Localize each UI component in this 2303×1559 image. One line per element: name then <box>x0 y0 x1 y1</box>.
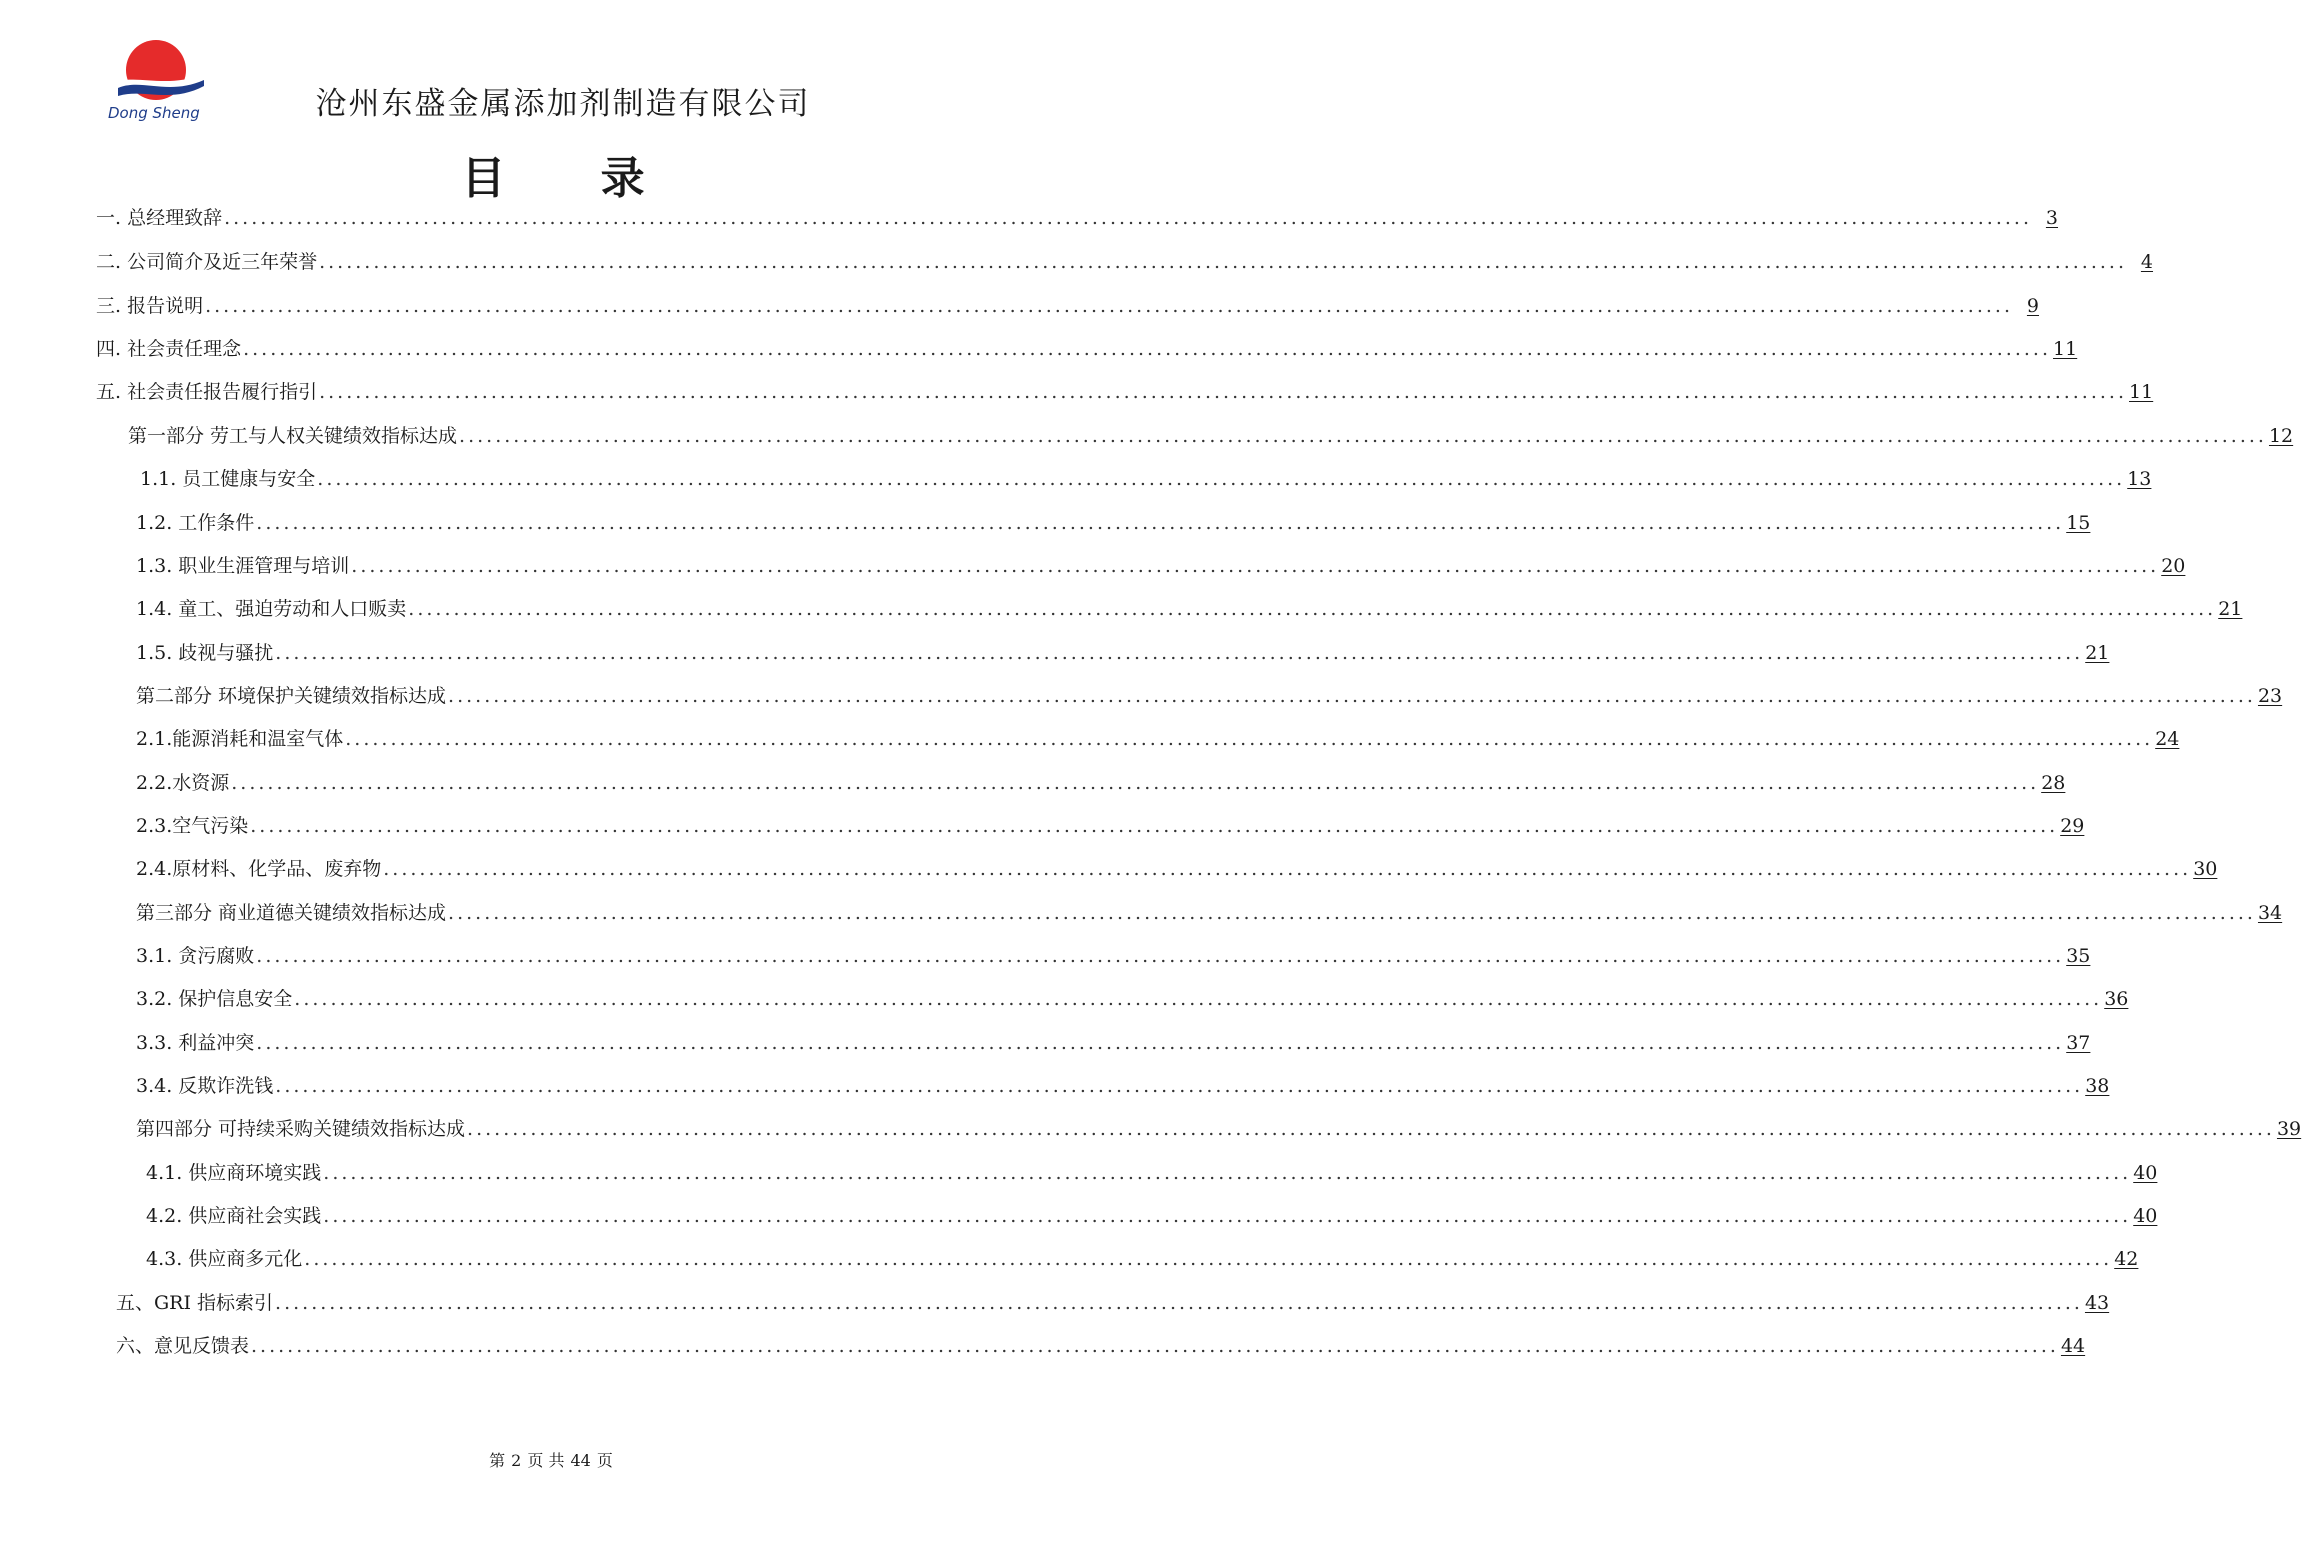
toc-entry[interactable] <box>136 854 2218 884</box>
toc-dot-leader: ........................................................................................................................................................................................................ <box>317 468 2126 490</box>
toc-entry[interactable] <box>136 768 2066 798</box>
toc-entry-page-link[interactable]: 23 <box>2257 685 2283 707</box>
toc-entry[interactable] <box>136 551 2186 581</box>
toc-entry[interactable] <box>116 1331 2086 1361</box>
toc-entry-page-link[interactable]: 4 <box>2140 251 2154 273</box>
toc-entry-page-link[interactable]: 40 <box>2133 1205 2158 1227</box>
toc-dot-leader: ........................................................................................................................................................................................................ <box>275 1292 2083 1314</box>
toc-entry-label: 2.1.能源消耗和温室气体 <box>136 728 344 750</box>
toc-entry[interactable] <box>140 464 2152 494</box>
toc-entry[interactable] <box>96 334 2078 364</box>
toc-entry-page-link[interactable]: 12 <box>2268 425 2294 447</box>
toc-entry-label: 五. 社会责任报告履行指引 <box>96 381 318 403</box>
toc-entry[interactable] <box>136 811 2085 841</box>
toc-entry-page-link[interactable]: 39 <box>2276 1118 2302 1140</box>
toc-entry[interactable] <box>96 377 2154 407</box>
toc-entry-label: 五、GRI 指标索引 <box>116 1292 274 1314</box>
toc-dot-leader: ........................................................................................................................................................................................................ <box>294 988 2103 1010</box>
toc-entry-label: 3.2. 保护信息安全 <box>136 988 293 1010</box>
toc-entry[interactable] <box>96 247 2154 277</box>
toc-entry[interactable] <box>136 1071 2110 1101</box>
toc-entry-page-link[interactable]: 13 <box>2127 468 2152 490</box>
toc-dot-leader: ........................................................................................................................................................................................................ <box>224 207 2033 229</box>
toc-entry-label: 第一部分 劳工与人权关键绩效指标达成 <box>128 425 458 447</box>
toc-entry[interactable] <box>136 1114 2302 1144</box>
footer-suffix: 页 <box>596 1451 613 1470</box>
toc-entry-label: 1.2. 工作条件 <box>136 512 255 534</box>
toc-entry[interactable] <box>136 984 2129 1014</box>
footer-middle: 页 共 <box>527 1451 565 1470</box>
toc-entry[interactable] <box>136 508 2091 538</box>
toc-entry-page-link[interactable]: 11 <box>2129 381 2154 403</box>
toc-entry[interactable] <box>96 291 2040 321</box>
toc-dot-leader: ........................................................................................................................................................................................................ <box>275 1075 2084 1097</box>
page-title: 目 录 <box>461 153 685 204</box>
toc-dot-leader: ........................................................................................................................................................................................................ <box>256 1032 2065 1054</box>
toc-dot-leader: ........................................................................................................................................................................................................ <box>383 858 2192 880</box>
toc-entry-page-link[interactable]: 40 <box>2133 1162 2158 1184</box>
toc-entry-label: 4.2. 供应商社会实践 <box>146 1205 322 1227</box>
toc-entry-label: 3.3. 利益冲突 <box>136 1032 255 1054</box>
toc-entry[interactable] <box>116 1288 2110 1318</box>
toc-entry[interactable] <box>128 421 2294 451</box>
toc-dot-leader: ........................................................................................................................................................................................................ <box>205 295 2014 317</box>
toc-dot-leader: ........................................................................................................................................................................................................ <box>323 1162 2132 1184</box>
toc-entry-label: 1.1. 员工健康与安全 <box>140 468 316 490</box>
toc-entry[interactable] <box>136 681 2283 711</box>
toc-dot-leader: ........................................................................................................................................................................................................ <box>251 1335 2059 1357</box>
footer-prefix: 第 <box>489 1451 506 1470</box>
toc-dot-leader: ........................................................................................................................................................................................................ <box>345 728 2154 750</box>
toc-entry-page-link[interactable]: 20 <box>2161 555 2186 577</box>
toc-entry-label: 二. 公司简介及近三年荣誉 <box>96 251 318 273</box>
toc-entry-label: 第三部分 商业道德关键绩效指标达成 <box>136 902 447 924</box>
toc-entry[interactable] <box>136 1028 2091 1058</box>
toc-entry-label: 六、意见反馈表 <box>116 1335 250 1357</box>
footer-current-page: 2 <box>511 1451 522 1470</box>
toc-dot-leader: ........................................................................................................................................................................................................ <box>408 598 2217 620</box>
toc-entry-page-link[interactable]: 21 <box>2218 598 2243 620</box>
toc-entry-page-link[interactable]: 37 <box>2066 1032 2091 1054</box>
toc-dot-leader: ........................................................................................................................................................................................................ <box>256 945 2065 967</box>
toc-entry-page-link[interactable]: 38 <box>2085 1075 2110 1097</box>
toc-dot-leader: ........................................................................................................................................................................................................ <box>448 685 2256 707</box>
toc-entry[interactable] <box>136 898 2283 928</box>
toc-dot-leader: ........................................................................................................................................................................................................ <box>323 1205 2132 1227</box>
toc-dot-leader: ........................................................................................................................................................................................................ <box>243 338 2052 360</box>
toc-entry-label: 4.1. 供应商环境实践 <box>146 1162 322 1184</box>
toc-entry[interactable] <box>146 1244 2139 1274</box>
toc-entry-page-link[interactable]: 21 <box>2085 642 2110 664</box>
toc-dot-leader: ........................................................................................................................................................................................................ <box>256 512 2065 534</box>
toc-entry-page-link[interactable]: 3 <box>2045 207 2059 229</box>
toc-entry-label: 1.5. 歧视与骚扰 <box>136 642 274 664</box>
toc-dot-leader: ........................................................................................................................................................................................................ <box>275 642 2084 664</box>
toc-entry-page-link[interactable]: 35 <box>2066 945 2091 967</box>
toc-entry-page-link[interactable]: 36 <box>2104 988 2129 1010</box>
toc-entry-page-link[interactable]: 28 <box>2041 772 2066 794</box>
toc-dot-leader: ........................................................................................................................................................................................................ <box>231 772 2040 794</box>
toc-entry[interactable] <box>136 941 2091 971</box>
toc-entry[interactable] <box>136 638 2110 668</box>
toc-entry-page-link[interactable]: 24 <box>2155 728 2180 750</box>
toc-entry-label: 3.4. 反欺诈洗钱 <box>136 1075 274 1097</box>
toc-entry-page-link[interactable]: 15 <box>2066 512 2091 534</box>
toc-entry-label: 四. 社会责任理念 <box>96 338 242 360</box>
toc-entry-page-link[interactable]: 43 <box>2084 1292 2110 1314</box>
toc-entry[interactable] <box>146 1158 2158 1188</box>
toc-entry-label: 第四部分 可持续采购关键绩效指标达成 <box>136 1118 466 1140</box>
toc-entry-label: 一. 总经理致辞 <box>96 207 223 229</box>
toc-entry-label: 1.3. 职业生涯管理与培训 <box>136 555 350 577</box>
toc-entry-label: 三. 报告说明 <box>96 295 204 317</box>
svg-text:Dong Sheng: Dong Sheng <box>108 104 200 122</box>
toc-entry-page-link[interactable]: 11 <box>2053 338 2078 360</box>
toc-entry-label: 3.1. 贪污腐败 <box>136 945 255 967</box>
toc-entry-label: 第二部分 环境保护关键绩效指标达成 <box>136 685 447 707</box>
toc-entry[interactable] <box>136 724 2180 754</box>
toc-entry[interactable] <box>136 594 2243 624</box>
company-name: 沧州东盛金属添加剂制造有限公司 <box>315 86 811 122</box>
toc-entry-page-link[interactable]: 34 <box>2257 902 2283 924</box>
toc-entry-page-link[interactable]: 30 <box>2193 858 2218 880</box>
toc-entry[interactable] <box>146 1201 2158 1231</box>
toc-dot-leader: ........................................................................................................................................................................................................ <box>351 555 2160 577</box>
toc-dot-leader: ........................................................................................................................................................................................................ <box>467 1118 2275 1140</box>
toc-dot-leader: ........................................................................................................................................................................................................ <box>459 425 2267 447</box>
toc-dot-leader: ........................................................................................................................................................................................................ <box>319 381 2128 403</box>
page-footer <box>0 1448 1102 1471</box>
toc-entry-label: 1.4. 童工、强迫劳动和人口贩卖 <box>136 598 407 620</box>
toc-dot-leader: ........................................................................................................................................................................................................ <box>304 1248 2113 1270</box>
toc-dot-leader: ........................................................................................................................................................................................................ <box>319 251 2128 273</box>
toc-entry-label: 2.3.空气污染 <box>136 815 249 837</box>
footer-total-pages: 44 <box>570 1451 591 1470</box>
toc-entry-page-link[interactable]: 9 <box>2026 295 2040 317</box>
toc-dot-leader: ........................................................................................................................................................................................................ <box>448 902 2256 924</box>
toc-entry-page-link[interactable]: 44 <box>2060 1335 2086 1357</box>
toc-entry-page-link[interactable]: 29 <box>2060 815 2085 837</box>
toc-entry-label: 2.4.原材料、化学品、废弃物 <box>136 858 382 880</box>
toc-entry-page-link[interactable]: 42 <box>2114 1248 2139 1270</box>
toc-entry-label: 4.3. 供应商多元化 <box>146 1248 303 1270</box>
toc-dot-leader: ........................................................................................................................................................................................................ <box>250 815 2059 837</box>
toc-entry[interactable] <box>96 203 2059 233</box>
toc-entry-label: 2.2.水资源 <box>136 772 230 794</box>
